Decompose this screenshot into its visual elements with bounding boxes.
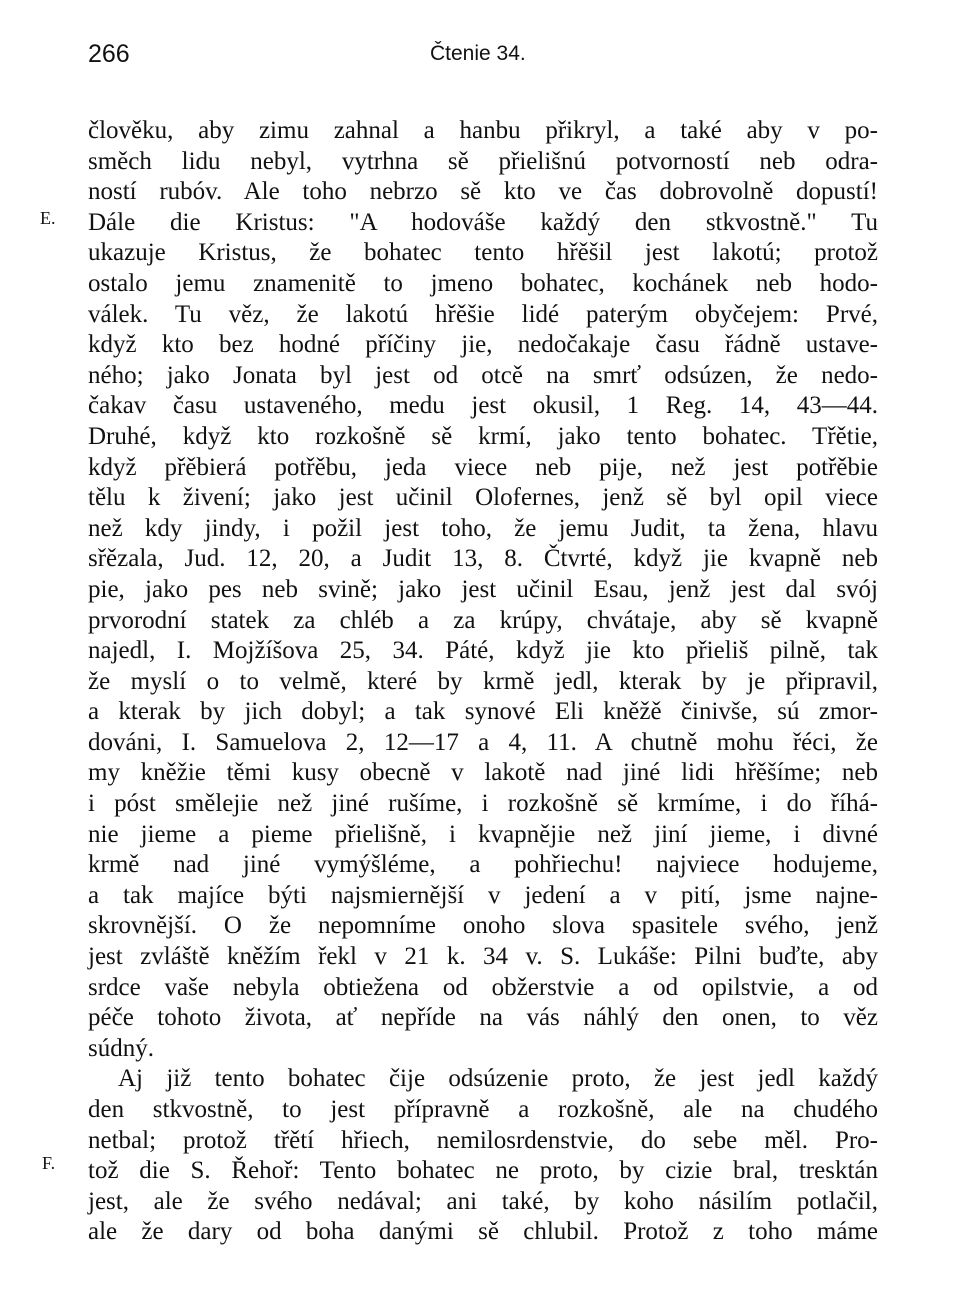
page-number: 266: [88, 40, 130, 68]
text-line: ného; jako Jonata byl jest od otcě na smrť odsúzen, že nedo-: [88, 361, 878, 389]
text-line: péče tohoto života, ať nepříde na vás náhlý den onen, to věz: [88, 1004, 878, 1032]
text-line: než kdy jindy, i požil jest toho, že jemu Judit, ta žena, hlavu: [88, 514, 878, 542]
text-line: jest zvláště kněžím řekl v 21 k. 34 v. S. Lukáše: Pilni buďte, aby: [88, 943, 878, 971]
text-line: Druhé, když kto rozkošně sě krmí, jako tento bohatec. Třětie,: [88, 422, 878, 450]
text-line: směch lidu nebyl, vytrhna sě přielišnú potvorností neb odra-: [88, 147, 878, 175]
page-header: [88, 40, 878, 76]
text-line: dováni, I. Samuelova 2, 12—17 a 4, 11. A chutně mohu řéci, že: [88, 728, 878, 756]
text-line: my kněžie těmi kusy obecně v lakotě nad jiné lidi hřěšíme; neb: [88, 759, 878, 787]
body-text: [88, 116, 878, 1248]
text-line: i póst smělejie než jiné rušíme, i rozkošně sě krmíme, i do říhá-: [88, 790, 878, 818]
text-line: a kterak by jich dobyl; a tak synové Eli kněžě činivše, sú zmor-: [88, 698, 878, 726]
text-line: že myslí o to velmě, které by krmě jedl, kterak by je připravil,: [88, 667, 878, 695]
text-line: čakav času ustaveného, medu jest okusil, 1 Reg. 14, 43—44.: [88, 392, 878, 420]
text-line: ale že dary od boha danými sě chlubil. Protož z toho máme: [88, 1218, 878, 1246]
text-line: a tak majíce býti najsmiernější v jedení a v pití, jsme najne-: [88, 881, 878, 909]
text-line: ostalo jemu znamenitě to jmeno bohatec, kochánek neb hodo-: [88, 269, 878, 297]
text-line: den stkvostně, to jest přípravně a rozkošně, ale na chudého: [88, 1096, 878, 1123]
text-line: člověku, aby zimu zahnal a hanbu přikryl, a také aby v po-: [88, 117, 878, 144]
text-line: netbal; protož třětí hřiech, nemilosrdenstvie, do sebe měl. Pro-: [88, 1126, 878, 1154]
text-line: srdce vaše nebyla obtiežena od obžerstvie a od opilstvie, a od: [88, 973, 878, 1001]
text-line: najedl, I. Mojžíšova 25, 34. Páté, když jie kto přieliš pilně, tak: [88, 637, 878, 665]
text-line: prvorodní statek za chléb a za krúpy, chvátaje, aby sě kvapně: [88, 606, 878, 634]
text-line: pie, jako pes neb svině; jako jest učinil Esau, jenž jest dal svój: [88, 575, 878, 603]
text-line: když přěbierá potřěbu, jeda viece neb pije, než jest potřěbie: [88, 453, 878, 481]
text-line: válek. Tu věz, že lakotú hřěšie lidé paterým obyčejem: Prvé,: [88, 300, 878, 328]
text-line: nie jieme a pieme přielišně, i kvapnějie než jiní jieme, i divné: [88, 820, 878, 848]
text-line: když kto bez hodné příčiny jie, nedočakaje času řádně ustave-: [88, 331, 878, 359]
margin-section-letter: F.: [42, 1153, 56, 1173]
text-line: tož die S. Řehoř: Tento bohatec ne proto, by cizie bral, tresktán: [88, 1157, 878, 1185]
text-line: jest, ale že svého nedával; ani také, by koho násilím potlačil,: [88, 1187, 878, 1215]
text-line: Dále die Kristus: "A hodováše každý den stkvostně." Tu: [88, 208, 878, 236]
text-line: krmě nad jiné vymýšléme, a pohřiechu! najviece hodujeme,: [88, 851, 878, 879]
text-line: sřězala, Jud. 12, 20, a Judit 13, 8. Čtvrté, když jie kvapně neb: [88, 545, 878, 573]
text-line: ností rubóv. Ale toho nebrzo sě kto ve čas dobrovolně dopustí!: [88, 178, 878, 206]
running-head: Čtenie 34.: [430, 42, 526, 65]
text-line: súdný.: [88, 1034, 154, 1062]
text-line: Aj již tento bohatec čije odsúzenie proto, že jest jedl každý: [118, 1065, 878, 1093]
margin-section-letter: E.: [40, 208, 56, 228]
text-line: ukazuje Kristus, že bohatec tento hřěšil jest lakotú; protož: [88, 239, 878, 267]
text-line: tělu k živení; jako jest učinil Olofernes, jenž sě byl opil viece: [88, 484, 878, 512]
text-line: skrovnější. O že nepomníme onoho slova spasitele svého, jenž: [88, 912, 878, 940]
